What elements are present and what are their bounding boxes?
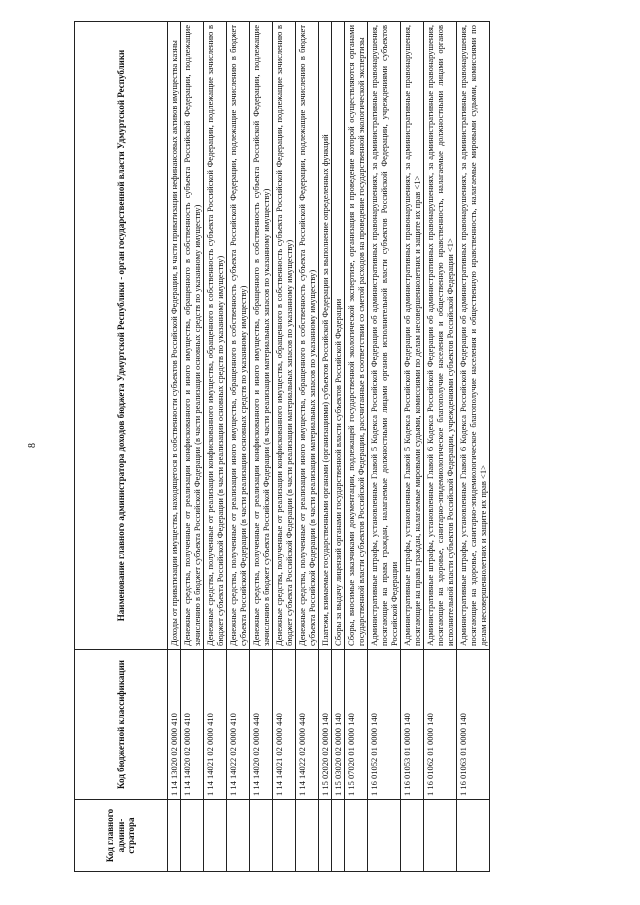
table-row [319,22,332,872]
cell-bk-code: 1 15 07020 01 0000 140 [345,650,368,800]
cell-bk-code: 1 14 13020 02 0000 410 [168,650,181,800]
cell-admin-code [181,800,204,872]
cell-name: Сборы, вносимые заказчиками документации, подлежащей государственной экологической экспертизе, организация и проведение которой осуществляются органами государственной власти субъектов Российской Федерации, рассчитанные в соответствии со сметой расходов на проведение государственной экологической экспертизы [345,22,368,650]
table-row [168,22,181,872]
table-body [168,22,490,872]
cell-name: Административные штрафы, установленные Главой 6 Кодекса Российской Федерации об административных правонарушениях, за административные правонарушения, посягающие на здоровье, санитарно-эпидемиологическое благополучие населения и общественную нравственность, налагаемые должностными лицами органов исполнительной власти субъектов Российской Федерации, учреждениями субъектов Российской Федерации <1> [424,22,457,650]
table-row [332,22,345,872]
cell-name: Денежные средства, полученные от реализации конфискованного и иного имущества, обращенного в собственность субъекта Российской Федерации, подлежащие зачислению в бюджет субъекта Российской Федерации (в части реализации материальных запасов по указанному имуществу) [250,22,273,650]
cell-bk-code: 1 14 14022 02 0000 440 [296,650,319,800]
header-admin-code: Код главного админи-стратора [75,800,168,872]
header-bk-code: Код бюджетной классификации [75,650,168,800]
cell-admin-code [345,800,368,872]
cell-admin-code [250,800,273,872]
cell-bk-code: 1 14 14020 02 0000 440 [250,650,273,800]
cell-name: Административные штрафы, установленные Главой 5 Кодекса Российской Федерации об административных правонарушениях, за административные правонарушения, посягающие на права граждан, налагаемые должностными лицами органов исполнительной власти субъектов Российской Федерации, учреждениями субъектов Российской Федерации [368,22,401,650]
cell-name: Доходы от приватизации имущества, находящегося в собственности субъектов Российской Федерации, в части приватизации нефинансовых активов имущества казны [168,22,181,650]
table-header-row [75,22,168,872]
cell-name: Платежи, взимаемые государственными органами (организациями) субъектов Российской Федерации за выполнение определенных функций [319,22,332,650]
table-row [424,22,457,872]
cell-bk-code: 1 14 14021 02 0000 440 [273,650,296,800]
cell-admin-code [401,800,424,872]
header-name: Наименование главного администратора доходов бюджета Удмуртской Республики - орган государственной власти Удмуртской Республики [75,22,168,650]
table-row [401,22,424,872]
cell-name: Денежные средства, полученные от реализации конфискованного и иного имущества, обращенного в собственность субъекта Российской Федерации, подлежащие зачислению в бюджет субъекта Российской Федерации (в части реализации основных средств по указанному имуществу) [181,22,204,650]
table-row [457,22,490,872]
cell-bk-code: 1 15 03020 02 0000 140 [332,650,345,800]
cell-name: Административные штрафы, установленные Главой 5 Кодекса Российской Федерации об административных правонарушениях, за административные правонарушения, посягающие на права граждан, налагаемые мировыми судьями, комиссиями по делам несовершеннолетних и защите их прав <1> [401,22,424,650]
table-row [296,22,319,872]
cell-admin-code [457,800,490,872]
table-container [74,22,634,872]
cell-admin-code [319,800,332,872]
table-row [368,22,401,872]
cell-admin-code [332,800,345,872]
cell-name: Административные штрафы, установленные Главой 6 Кодекса Российской Федерации об административных правонарушениях, за административные правонарушения, посягающие на здоровье, санитарно-эпидемиологическое благополучие населения и общественную нравственность, налагаемые мировыми судьями, комиссиями по делам несовершеннолетних и защите их прав <1> [457,22,490,650]
table-row [204,22,227,872]
page-number: 8 [27,443,38,448]
revenue-admin-table [74,21,490,872]
table-row [181,22,204,872]
cell-bk-code: 1 14 14022 02 0000 410 [227,650,250,800]
cell-bk-code: 1 14 14021 02 0000 410 [204,650,227,800]
cell-admin-code [296,800,319,872]
cell-admin-code [424,800,457,872]
cell-name: Денежные средства, полученные от реализации иного имущества, обращенного в собственность субъекта Российской Федерации, подлежащие зачислению в бюджет субъекта Российской Федерации (в части реализации материальных запасов по указанному имуществу) [296,22,319,650]
cell-admin-code [227,800,250,872]
table-row [250,22,273,872]
table-row [273,22,296,872]
cell-admin-code [368,800,401,872]
cell-bk-code: 1 14 14020 02 0000 410 [181,650,204,800]
cell-name: Денежные средства, полученные от реализации конфискованного имущества, обращенного в собственность субъекта Российской Федерации, подлежащие зачислению в бюджет субъекта Российской Федерации (в части реализации материальных запасов по указанному имуществу) [273,22,296,650]
cell-bk-code: 1 16 01062 01 0000 140 [424,650,457,800]
cell-bk-code: 1 16 01063 01 0000 140 [457,650,490,800]
cell-admin-code [204,800,227,872]
cell-admin-code [273,800,296,872]
cell-name: Денежные средства, полученные от реализации иного имущества, обращенного в собственность субъекта Российской Федерации, подлежащие зачислению в бюджет субъекта Российской Федерации (в части реализации основных средств по указанному имуществу) [227,22,250,650]
table-row [227,22,250,872]
cell-bk-code: 1 16 01052 01 0000 140 [368,650,401,800]
cell-bk-code: 1 15 02020 02 0000 140 [319,650,332,800]
cell-name: Денежные средства, полученные от реализации конфискованного имущества, обращенного в собственность субъекта Российской Федерации, подлежащие зачислению в бюджет субъекта Российской Федерации (в части реализации основных средств по указанному имуществу) [204,22,227,650]
table-row [345,22,368,872]
cell-bk-code: 1 16 01053 01 0000 140 [401,650,424,800]
cell-admin-code [168,800,181,872]
cell-name: Сборы за выдачу лицензий органами государственной власти субъектов Российской Федерации [332,22,345,650]
